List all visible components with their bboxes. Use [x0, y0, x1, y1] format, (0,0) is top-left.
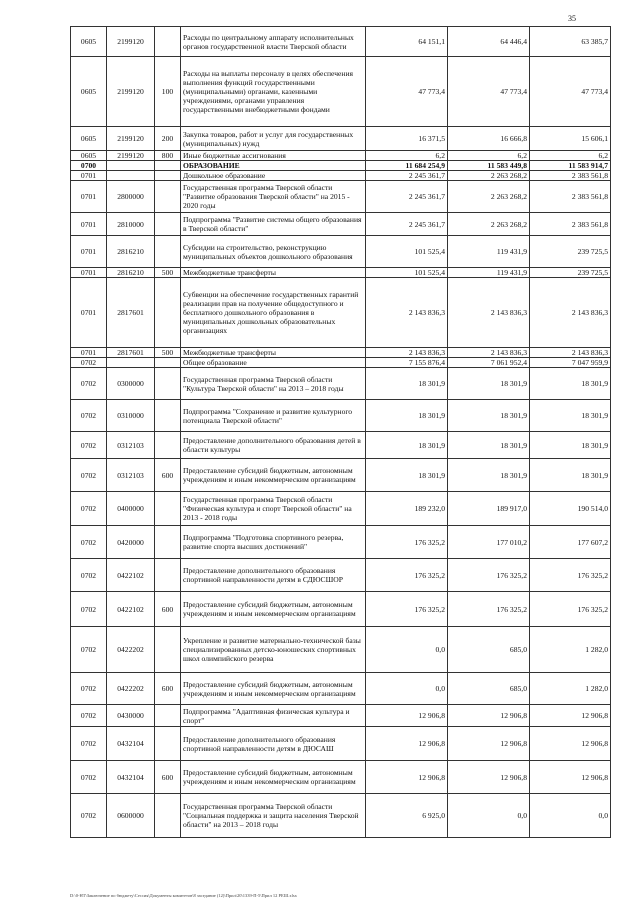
- amount-year3-cell: 18 301,9: [530, 400, 611, 432]
- expense-type-cell: [155, 213, 181, 236]
- description-cell: Общее образование: [181, 358, 366, 368]
- amount-year2-cell: 18 301,9: [448, 368, 530, 400]
- target-article-cell: 0312103: [107, 459, 155, 492]
- section-code-cell: 0701: [71, 278, 107, 348]
- expense-type-cell: 200: [155, 127, 181, 151]
- amount-year2-cell: 176 325,2: [448, 592, 530, 627]
- expense-type-cell: [155, 627, 181, 673]
- description-cell: Межбюджетные трансферты: [181, 348, 366, 358]
- expense-type-cell: 600: [155, 673, 181, 705]
- section-code-cell: 0702: [71, 627, 107, 673]
- table-row: [71, 358, 611, 368]
- section-code-cell: 0702: [71, 432, 107, 459]
- description-cell: Предоставление субсидий бюджетным, автономным учреждениям и иным некоммерческим организациям: [181, 592, 366, 627]
- expense-type-cell: [155, 161, 181, 171]
- amount-year1-cell: 2 245 361,7: [366, 213, 448, 236]
- expense-type-cell: [155, 358, 181, 368]
- section-code-cell: 0702: [71, 794, 107, 838]
- amount-year3-cell: 239 725,5: [530, 268, 611, 278]
- amount-year2-cell: 2 143 836,3: [448, 278, 530, 348]
- section-code-cell: 0702: [71, 526, 107, 559]
- amount-year3-cell: 239 725,5: [530, 236, 611, 268]
- table-row: [71, 492, 611, 526]
- table-row: [71, 127, 611, 151]
- description-cell: ОБРАЗОВАНИЕ: [181, 161, 366, 171]
- table-row: [71, 236, 611, 268]
- amount-year3-cell: 12 906,8: [530, 705, 611, 727]
- amount-year2-cell: 189 917,0: [448, 492, 530, 526]
- description-cell: Подпрограмма "Сохранение и развитие культурного потенциала Тверской области": [181, 400, 366, 432]
- target-article-cell: 2816210: [107, 268, 155, 278]
- target-article-cell: 2810000: [107, 213, 155, 236]
- amount-year2-cell: 11 583 449,8: [448, 161, 530, 171]
- file-path-footer: D:\0-НТ\Заключение по бюджету\Сессия\Документы комитетов\8 заседание (12)\Прил\20\1339-П-5\Прил 12 РЕШ.xlsx: [70, 893, 297, 898]
- description-cell: Расходы на выплаты персоналу в целях обеспечения выполнения функций государственными (муниципальными) органами, казенными учреждениями, органами управления государственными внебюджетными фондами: [181, 57, 366, 127]
- amount-year3-cell: 18 301,9: [530, 432, 611, 459]
- amount-year2-cell: 685,0: [448, 673, 530, 705]
- amount-year3-cell: 2 383 561,8: [530, 171, 611, 181]
- amount-year1-cell: 0,0: [366, 673, 448, 705]
- description-cell: Государственная программа Тверской области "Физическая культура и спорт Тверской области" на 2013 - 2018 годы: [181, 492, 366, 526]
- description-cell: Расходы по центральному аппарату исполнительных органов государственной власти Тверской области: [181, 27, 366, 57]
- section-code-cell: 0702: [71, 400, 107, 432]
- section-code-cell: 0605: [71, 27, 107, 57]
- table-row: [71, 559, 611, 592]
- table-row: [71, 278, 611, 348]
- expense-type-cell: [155, 432, 181, 459]
- target-article-cell: 2199120: [107, 27, 155, 57]
- amount-year3-cell: 11 583 914,7: [530, 161, 611, 171]
- table-row: [71, 400, 611, 432]
- target-article-cell: 2199120: [107, 151, 155, 161]
- expense-type-cell: [155, 705, 181, 727]
- expense-type-cell: 600: [155, 761, 181, 794]
- description-cell: Предоставление дополнительного образования спортивной направленности детям в СДЮСШОР: [181, 559, 366, 592]
- amount-year3-cell: 6,2: [530, 151, 611, 161]
- target-article-cell: 0400000: [107, 492, 155, 526]
- amount-year2-cell: 685,0: [448, 627, 530, 673]
- amount-year1-cell: 12 906,8: [366, 761, 448, 794]
- amount-year1-cell: 12 906,8: [366, 705, 448, 727]
- amount-year1-cell: 101 525,4: [366, 268, 448, 278]
- amount-year2-cell: 176 325,2: [448, 559, 530, 592]
- expense-type-cell: [155, 492, 181, 526]
- expense-type-cell: [155, 794, 181, 838]
- amount-year3-cell: 176 325,2: [530, 592, 611, 627]
- amount-year2-cell: 6,2: [448, 151, 530, 161]
- amount-year3-cell: 1 282,0: [530, 627, 611, 673]
- section-code-cell: 0702: [71, 727, 107, 761]
- amount-year1-cell: 176 325,2: [366, 592, 448, 627]
- section-code-cell: 0701: [71, 348, 107, 358]
- amount-year3-cell: 190 514,0: [530, 492, 611, 526]
- target-article-cell: 0432104: [107, 727, 155, 761]
- amount-year2-cell: 2 263 268,2: [448, 171, 530, 181]
- amount-year3-cell: 12 906,8: [530, 761, 611, 794]
- amount-year2-cell: 18 301,9: [448, 400, 530, 432]
- target-article-cell: 0422102: [107, 592, 155, 627]
- table-row: [71, 348, 611, 358]
- amount-year1-cell: 6 925,0: [366, 794, 448, 838]
- description-cell: Субвенции на обеспечение государственных гарантий реализации прав на получение общедоступного и бесплатного дошкольного образования в муниципальных дошкольных образовательных организациях: [181, 278, 366, 348]
- description-cell: Предоставление дополнительного образования детей в области культуры: [181, 432, 366, 459]
- amount-year3-cell: 2 143 836,3: [530, 278, 611, 348]
- description-cell: Предоставление субсидий бюджетным, автономным учреждениям и иным некоммерческим организациям: [181, 459, 366, 492]
- table-row: [71, 761, 611, 794]
- table-row: [71, 705, 611, 727]
- section-code-cell: 0701: [71, 268, 107, 278]
- amount-year3-cell: 7 047 959,9: [530, 358, 611, 368]
- section-code-cell: 0605: [71, 127, 107, 151]
- description-cell: Государственная программа Тверской области "Социальная поддержка и защита населения Тверской области" на 2013 – 2018 годы: [181, 794, 366, 838]
- amount-year1-cell: 16 371,5: [366, 127, 448, 151]
- amount-year1-cell: 176 325,2: [366, 526, 448, 559]
- amount-year3-cell: 18 301,9: [530, 459, 611, 492]
- description-cell: Дошкольное образование: [181, 171, 366, 181]
- expense-type-cell: [155, 559, 181, 592]
- section-code-cell: 0702: [71, 559, 107, 592]
- target-article-cell: 0422202: [107, 627, 155, 673]
- target-article-cell: 0312103: [107, 432, 155, 459]
- description-cell: Межбюджетные трансферты: [181, 268, 366, 278]
- amount-year2-cell: 12 906,8: [448, 705, 530, 727]
- amount-year3-cell: 0,0: [530, 794, 611, 838]
- expense-type-cell: 100: [155, 57, 181, 127]
- table-row: [71, 526, 611, 559]
- target-article-cell: 0430000: [107, 705, 155, 727]
- expense-type-cell: [155, 400, 181, 432]
- amount-year2-cell: 47 773,4: [448, 57, 530, 127]
- amount-year3-cell: 63 385,7: [530, 27, 611, 57]
- amount-year1-cell: 7 155 876,4: [366, 358, 448, 368]
- target-article-cell: 2816210: [107, 236, 155, 268]
- table-row: [71, 57, 611, 127]
- table-body: [71, 27, 611, 838]
- table-row: [71, 673, 611, 705]
- description-cell: Подпрограмма "Развитие системы общего образования в Тверской области": [181, 213, 366, 236]
- section-code-cell: 0702: [71, 459, 107, 492]
- amount-year1-cell: 176 325,2: [366, 559, 448, 592]
- amount-year3-cell: 12 906,8: [530, 727, 611, 761]
- target-article-cell: 0422102: [107, 559, 155, 592]
- expense-type-cell: 800: [155, 151, 181, 161]
- target-article-cell: [107, 161, 155, 171]
- expense-type-cell: 600: [155, 592, 181, 627]
- section-code-cell: 0701: [71, 236, 107, 268]
- target-article-cell: [107, 358, 155, 368]
- section-code-cell: 0702: [71, 761, 107, 794]
- section-code-cell: 0702: [71, 592, 107, 627]
- amount-year1-cell: 0,0: [366, 627, 448, 673]
- amount-year2-cell: 119 431,9: [448, 236, 530, 268]
- table-row: [71, 171, 611, 181]
- amount-year2-cell: 64 446,4: [448, 27, 530, 57]
- amount-year1-cell: 64 151,1: [366, 27, 448, 57]
- page-number: 35: [568, 14, 576, 23]
- amount-year1-cell: 18 301,9: [366, 368, 448, 400]
- amount-year3-cell: 15 606,1: [530, 127, 611, 151]
- table-row: [71, 727, 611, 761]
- section-code-cell: 0700: [71, 161, 107, 171]
- table-row: [71, 161, 611, 171]
- expense-type-cell: 500: [155, 268, 181, 278]
- table-row: [71, 627, 611, 673]
- table-row: [71, 794, 611, 838]
- target-article-cell: 2817601: [107, 348, 155, 358]
- amount-year2-cell: 2 143 836,3: [448, 348, 530, 358]
- table-row: [71, 432, 611, 459]
- amount-year1-cell: 12 906,8: [366, 727, 448, 761]
- table-row: [71, 268, 611, 278]
- amount-year3-cell: 47 773,4: [530, 57, 611, 127]
- amount-year2-cell: 2 263 268,2: [448, 213, 530, 236]
- target-article-cell: 2817601: [107, 278, 155, 348]
- amount-year2-cell: 12 906,8: [448, 761, 530, 794]
- amount-year2-cell: 7 061 952,4: [448, 358, 530, 368]
- target-article-cell: 0420000: [107, 526, 155, 559]
- amount-year3-cell: 177 607,2: [530, 526, 611, 559]
- target-article-cell: 0300000: [107, 368, 155, 400]
- amount-year3-cell: 176 325,2: [530, 559, 611, 592]
- expense-type-cell: [155, 181, 181, 213]
- amount-year3-cell: 18 301,9: [530, 368, 611, 400]
- expense-type-cell: 500: [155, 348, 181, 358]
- amount-year3-cell: 1 282,0: [530, 673, 611, 705]
- expense-type-cell: [155, 368, 181, 400]
- table-row: [71, 151, 611, 161]
- budget-table: [70, 26, 611, 838]
- table-row: [71, 459, 611, 492]
- table-row: [71, 27, 611, 57]
- amount-year1-cell: 2 245 361,7: [366, 181, 448, 213]
- amount-year1-cell: 18 301,9: [366, 400, 448, 432]
- amount-year2-cell: 18 301,9: [448, 459, 530, 492]
- description-cell: Субсидии на строительство, реконструкцию муниципальных объектов дошкольного образования: [181, 236, 366, 268]
- amount-year1-cell: 18 301,9: [366, 459, 448, 492]
- description-cell: Подпрограмма "Адаптивная физическая культура и спорт": [181, 705, 366, 727]
- target-article-cell: 0600000: [107, 794, 155, 838]
- expense-type-cell: [155, 278, 181, 348]
- description-cell: Предоставление дополнительного образования спортивной направленности детям в ДЮСАШ: [181, 727, 366, 761]
- amount-year1-cell: 11 684 254,9: [366, 161, 448, 171]
- expense-type-cell: [155, 236, 181, 268]
- target-article-cell: 0432104: [107, 761, 155, 794]
- section-code-cell: 0702: [71, 673, 107, 705]
- amount-year1-cell: 189 232,0: [366, 492, 448, 526]
- amount-year2-cell: 18 301,9: [448, 432, 530, 459]
- amount-year3-cell: 2 383 561,8: [530, 213, 611, 236]
- table-row: [71, 181, 611, 213]
- description-cell: Закупка товаров, работ и услуг для государственных (муниципальных) нужд: [181, 127, 366, 151]
- target-article-cell: 0422202: [107, 673, 155, 705]
- amount-year1-cell: 2 245 361,7: [366, 171, 448, 181]
- description-cell: Иные бюджетные ассигнования: [181, 151, 366, 161]
- description-cell: Государственная программа Тверской области "Развитие образования Тверской области" на 2015 - 2020 годы: [181, 181, 366, 213]
- description-cell: Подпрограмма "Подготовка спортивного резерва, развитие спорта высших достижений": [181, 526, 366, 559]
- expense-type-cell: [155, 727, 181, 761]
- description-cell: Предоставление субсидий бюджетным, автономным учреждениям и иным некоммерческим организациям: [181, 673, 366, 705]
- amount-year2-cell: 0,0: [448, 794, 530, 838]
- table-row: [71, 592, 611, 627]
- amount-year1-cell: 18 301,9: [366, 432, 448, 459]
- amount-year2-cell: 119 431,9: [448, 268, 530, 278]
- expense-type-cell: [155, 27, 181, 57]
- section-code-cell: 0702: [71, 358, 107, 368]
- amount-year1-cell: 2 143 836,3: [366, 348, 448, 358]
- section-code-cell: 0702: [71, 368, 107, 400]
- section-code-cell: 0701: [71, 213, 107, 236]
- description-cell: Государственная программа Тверской области "Культура Тверской области" на 2013 – 2018 годы: [181, 368, 366, 400]
- section-code-cell: 0701: [71, 171, 107, 181]
- table-row: [71, 368, 611, 400]
- amount-year1-cell: 47 773,4: [366, 57, 448, 127]
- amount-year2-cell: 2 263 268,2: [448, 181, 530, 213]
- amount-year3-cell: 2 143 836,3: [530, 348, 611, 358]
- description-cell: Укрепление и развитие материально-технической базы специализированных детско-юношеских спортивных школ олимпийского резерва: [181, 627, 366, 673]
- section-code-cell: 0605: [71, 151, 107, 161]
- amount-year1-cell: 6,2: [366, 151, 448, 161]
- expense-type-cell: [155, 526, 181, 559]
- amount-year2-cell: 16 666,8: [448, 127, 530, 151]
- target-article-cell: [107, 171, 155, 181]
- section-code-cell: 0701: [71, 181, 107, 213]
- target-article-cell: 0310000: [107, 400, 155, 432]
- description-cell: Предоставление субсидий бюджетным, автономным учреждениям и иным некоммерческим организациям: [181, 761, 366, 794]
- amount-year1-cell: 2 143 836,3: [366, 278, 448, 348]
- amount-year2-cell: 177 010,2: [448, 526, 530, 559]
- section-code-cell: 0605: [71, 57, 107, 127]
- target-article-cell: 2800000: [107, 181, 155, 213]
- amount-year2-cell: 12 906,8: [448, 727, 530, 761]
- amount-year3-cell: 2 383 561,8: [530, 181, 611, 213]
- target-article-cell: 2199120: [107, 57, 155, 127]
- expense-type-cell: [155, 171, 181, 181]
- table-row: [71, 213, 611, 236]
- expense-type-cell: 600: [155, 459, 181, 492]
- target-article-cell: 2199120: [107, 127, 155, 151]
- amount-year1-cell: 101 525,4: [366, 236, 448, 268]
- section-code-cell: 0702: [71, 492, 107, 526]
- section-code-cell: 0702: [71, 705, 107, 727]
